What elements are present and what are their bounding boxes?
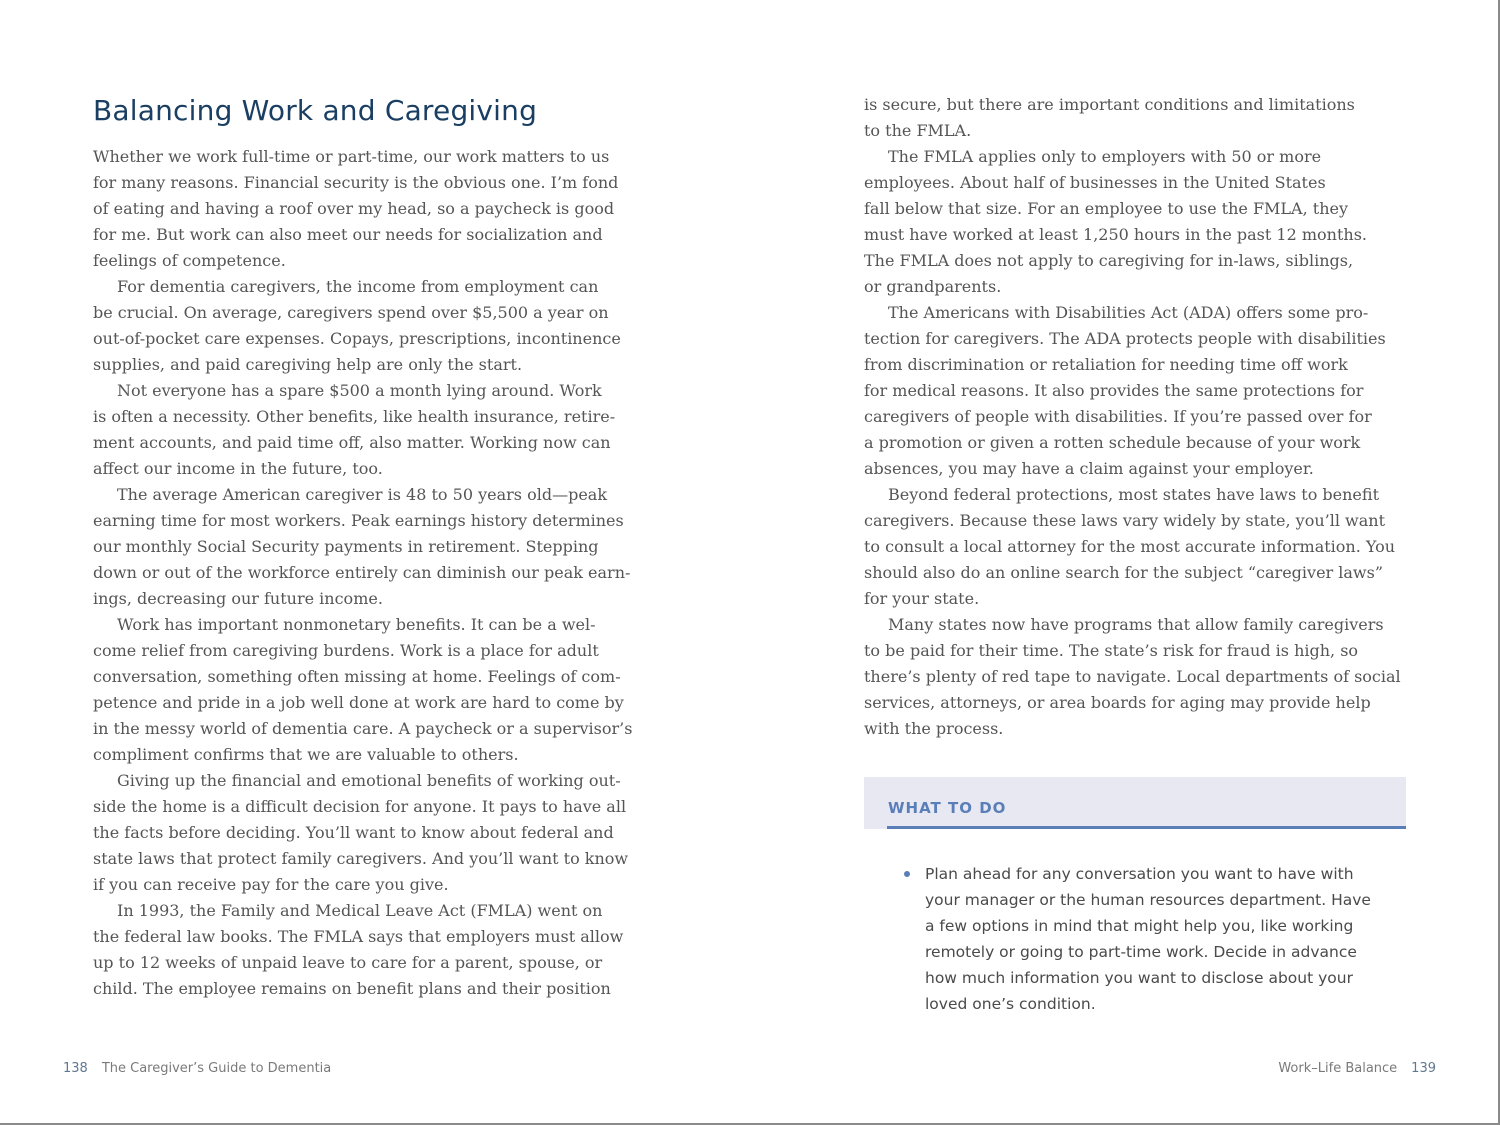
text-line: The Americans with Disabilities Act (ADA) offers some pro- [888, 303, 1369, 322]
left-page [0, 0, 750, 1123]
what-to-do-list [901, 861, 1421, 1017]
text-line: Giving up the financial and emotional benefits of working out- [117, 771, 621, 790]
what-to-do-heading: WHAT TO DO [888, 799, 1007, 817]
text-line: to consult a local attorney for the most accurate information. You [864, 537, 1395, 556]
running-head: Work–Life Balance [1278, 1061, 1398, 1076]
text-line: child. The employee remains on benefit plans and their position [93, 979, 611, 998]
list-item-line: Plan ahead for any conversation you want to have with [925, 865, 1354, 883]
text-line: petence and pride in a job well done at work are hard to come by [93, 693, 624, 712]
section-title: Balancing Work and Caregiving [93, 94, 538, 127]
text-line: earning time for most workers. Peak earnings history determines [93, 511, 624, 530]
text-line: In 1993, the Family and Medical Leave Act (FMLA) went on [117, 901, 603, 920]
text-line: to be paid for their time. The state’s risk for fraud is high, so [864, 641, 1359, 660]
list-item-line: a few options in mind that might help you, like working [925, 917, 1354, 935]
list-item-line: how much information you want to disclose about your [925, 969, 1353, 987]
heading-rule [887, 826, 1406, 829]
text-line: fall below that size. For an employee to use the FMLA, they [864, 199, 1349, 218]
text-line: ment accounts, and paid time off, also matter. Working now can [93, 433, 611, 452]
text-line: feelings of competence. [93, 251, 286, 270]
list-item-line: your manager or the human resources department. Have [925, 891, 1371, 909]
text-line: for me. But work can also meet our needs for socialization and [93, 225, 603, 244]
text-line: Many states now have programs that allow family caregivers [888, 615, 1384, 634]
text-line: absences, you may have a claim against your employer. [864, 459, 1314, 478]
left-footer [63, 1061, 331, 1076]
text-line: services, attorneys, or area boards for aging may provide help [864, 693, 1371, 712]
text-line: come relief from caregiving burdens. Work is a place for adult [93, 641, 599, 660]
text-line: should also do an online search for the subject “caregiver laws” [864, 563, 1384, 582]
text-line: The FMLA does not apply to caregiving for in-laws, siblings, [864, 251, 1354, 270]
text-line: must have worked at least 1,250 hours in the past 12 months. [864, 225, 1367, 244]
text-line: ings, decreasing our future income. [93, 589, 383, 608]
text-line: Work has important nonmonetary benefits. It can be a wel- [117, 615, 596, 634]
text-line: for medical reasons. It also provides the same protections for [864, 381, 1364, 400]
running-head: The Caregiver’s Guide to Dementia [101, 1061, 332, 1076]
text-line: up to 12 weeks of unpaid leave to care for a parent, spouse, or [93, 953, 603, 972]
text-line: for your state. [864, 589, 980, 608]
text-line: is often a necessity. Other benefits, like health insurance, retire- [93, 407, 616, 426]
right-page [750, 0, 1498, 1123]
text-line: The FMLA applies only to employers with 50 or more [888, 147, 1322, 166]
text-line: tection for caregivers. The ADA protects people with disabilities [864, 329, 1386, 348]
what-to-do-header [864, 777, 1406, 829]
text-line: there’s plenty of red tape to navigate. Local departments of social [864, 667, 1401, 686]
list-item-line: remotely or going to part-time work. Decide in advance [925, 943, 1357, 961]
text-line: employees. About half of businesses in the United States [864, 173, 1326, 192]
text-line: in the messy world of dementia care. A paycheck or a supervisor’s [93, 719, 633, 738]
text-line: from discrimination or retaliation for needing time off work [864, 355, 1348, 374]
text-line: caregivers of people with disabilities. If you’re passed over for [864, 407, 1372, 426]
right-footer [1278, 1061, 1436, 1076]
list-item-line: loved one’s condition. [925, 995, 1096, 1013]
text-line: state laws that protect family caregivers. And you’ll want to know [93, 849, 629, 868]
text-line: with the process. [864, 719, 1004, 738]
text-line: caregivers. Because these laws vary widely by state, you’ll want [864, 511, 1386, 530]
list-item [901, 861, 1421, 1017]
text-line: down or out of the workforce entirely can diminish our peak earn- [93, 563, 631, 582]
text-line: or grandparents. [864, 277, 1002, 296]
bullet-dot-icon [904, 871, 910, 877]
text-line: Whether we work full-time or part-time, our work matters to us [93, 147, 610, 166]
page-number: 139 [1411, 1061, 1436, 1076]
text-line: out-of-pocket care expenses. Copays, prescriptions, incontinence [93, 329, 621, 348]
text-line: compliment confirms that we are valuable to others. [93, 745, 519, 764]
text-line: conversation, something often missing at home. Feelings of com- [93, 667, 621, 686]
text-line: be crucial. On average, caregivers spend over $5,500 a year on [93, 303, 609, 322]
text-line: a promotion or given a rotten schedule because of your work [864, 433, 1361, 452]
left-body-text [93, 144, 653, 1002]
text-line: of eating and having a roof over my head, so a paycheck is good [93, 199, 615, 218]
text-line: Not everyone has a spare $500 a month lying around. Work [117, 381, 602, 400]
text-line: if you can receive pay for the care you give. [93, 875, 449, 894]
text-line: Beyond federal protections, most states have laws to benefit [888, 485, 1379, 504]
text-line: For dementia caregivers, the income from employment can [117, 277, 599, 296]
text-line: side the home is a difficult decision for anyone. It pays to have all [93, 797, 627, 816]
text-line: our monthly Social Security payments in retirement. Stepping [93, 537, 599, 556]
page-number: 138 [63, 1061, 88, 1076]
text-line: for many reasons. Financial security is the obvious one. I’m fond [93, 173, 619, 192]
text-line: the facts before deciding. You’ll want to know about federal and [93, 823, 614, 842]
text-line: supplies, and paid caregiving help are only the start. [93, 355, 523, 374]
text-line: affect our income in the future, too. [93, 459, 383, 478]
text-line: to the FMLA. [864, 121, 972, 140]
text-line: The average American caregiver is 48 to 50 years old—peak [117, 485, 608, 504]
text-line: the federal law books. The FMLA says that employers must allow [93, 927, 624, 946]
text-line: is secure, but there are important conditions and limitations [864, 95, 1355, 114]
right-body-text [864, 92, 1424, 742]
